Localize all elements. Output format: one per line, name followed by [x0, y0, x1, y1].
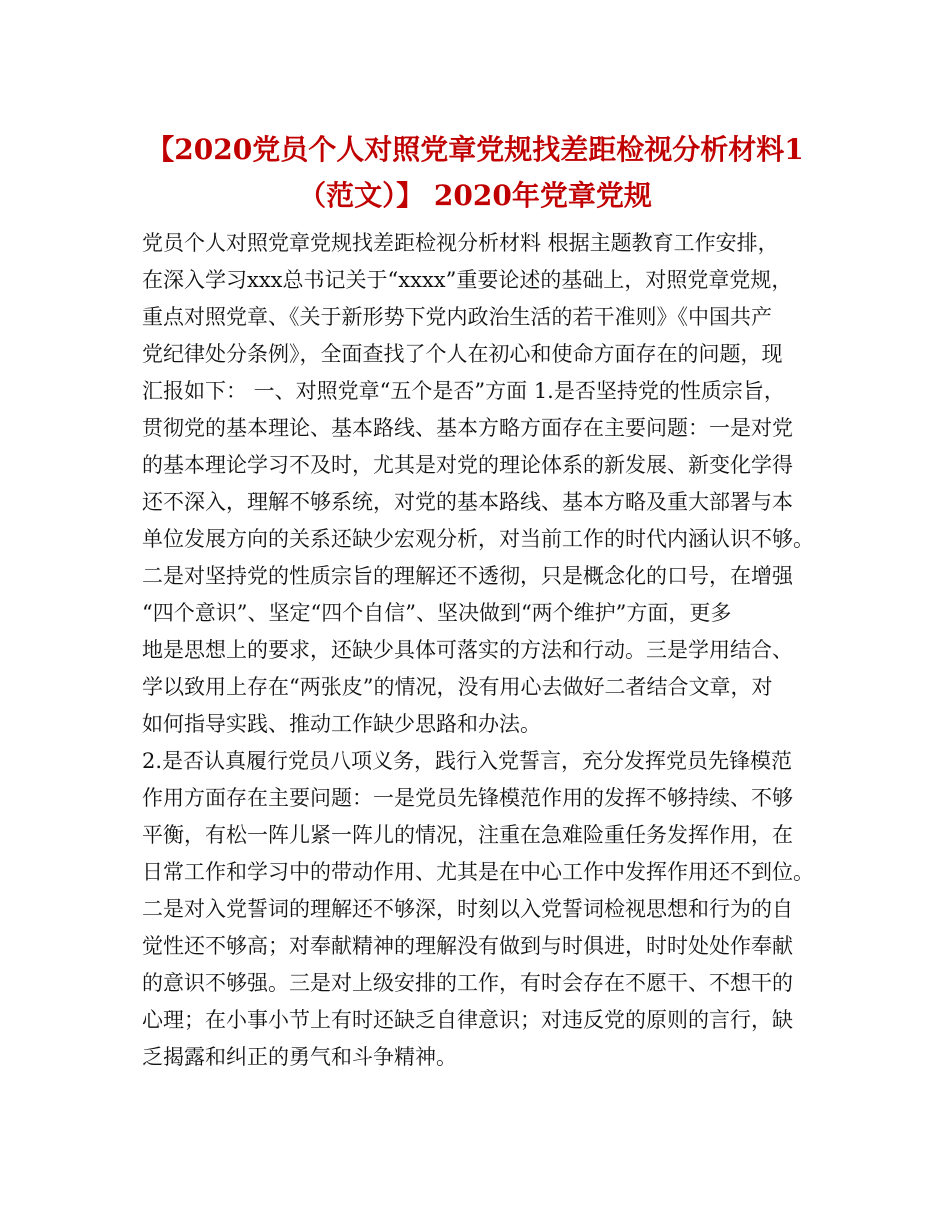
body-line: 二是对入党誓词的理解还不够深，时刻以入党誓词检视思想和行为的自: [142, 897, 793, 921]
body-line: 党员个人对照党章党规找差距检视分析材料 根据主题教育工作安排，: [142, 231, 779, 255]
body-line: 学以致用上存在“两张皮”的情况，没有用心去做好二者结合文章，对: [142, 675, 773, 699]
body-line: 乏揭露和纠正的勇气和斗争精神。: [142, 1045, 457, 1069]
body-line: 重点对照党章、《关于新形势下党内政治生活的若干准则》《中国共产: [142, 305, 772, 329]
body-line: 日常工作和学习中的带动作用、尤其是在中心工作中发挥作用还不到位。: [142, 860, 814, 884]
body-line: 地是思想上的要求，还缺少具体可落实的方法和行动。三是学用结合、: [142, 638, 793, 662]
body-line: 党纪律处分条例》，全面查找了个人在初心和使命方面存在的问题，现: [142, 342, 783, 366]
body-line: 2.是否认真履行党员八项义务，践行入党誓言，充分发挥党员先锋模范: [142, 749, 793, 773]
body-line: 作用方面存在主要问题：一是党员先锋模范作用的发挥不够持续、不够: [142, 786, 793, 810]
body-line: 还不深入，理解不够系统，对党的基本路线、基本方略及重大部署与本: [142, 490, 793, 514]
body-line: 二是对坚持党的性质宗旨的理解还不透彻，只是概念化的口号，在增强: [142, 564, 793, 588]
body-line: 觉性还不够高；对奉献精神的理解没有做到与时俱进，时时处处作奉献: [142, 934, 793, 958]
body-line: 贯彻党的基本理论、基本路线、基本方略方面存在主要问题：一是对党: [142, 416, 793, 440]
document-title-line-1: 【2020党员个人对照党章党规找差距检视分析材料1: [146, 133, 804, 166]
body-line: 心理；在小事小节上有时还缺乏自律意识；对违反党的原则的言行，缺: [142, 1008, 793, 1032]
body-line: “四个意识”、坚定“四个自信”、坚决做到“两个维护”方面，更多: [142, 601, 732, 625]
body-line: 平衡，有松一阵儿紧一阵儿的情况，注重在急难险重任务发挥作用，在: [142, 823, 793, 847]
body-line: 的意识不够强。三是对上级安排的工作，有时会存在不愿干、不想干的: [142, 971, 793, 995]
body-line: 的基本理论学习不及时，尤其是对党的理论体系的新发展、新变化学得: [142, 453, 793, 477]
body-line: 如何指导实践、推动工作缺少思路和办法。: [142, 712, 541, 736]
body-line: 单位发展方向的关系还缺少宏观分析，对当前工作的时代内涵认识不够。: [142, 527, 814, 551]
document-title-line-2: （范文）】 2020年党章党规: [298, 179, 652, 212]
body-line: 在深入学习xxx总书记关于“xxxx”重要论述的基础上，对照党章党规，: [142, 268, 793, 292]
body-line: 汇报如下： 一、对照党章“五个是否”方面 1.是否坚持党的性质宗旨，: [142, 379, 785, 403]
